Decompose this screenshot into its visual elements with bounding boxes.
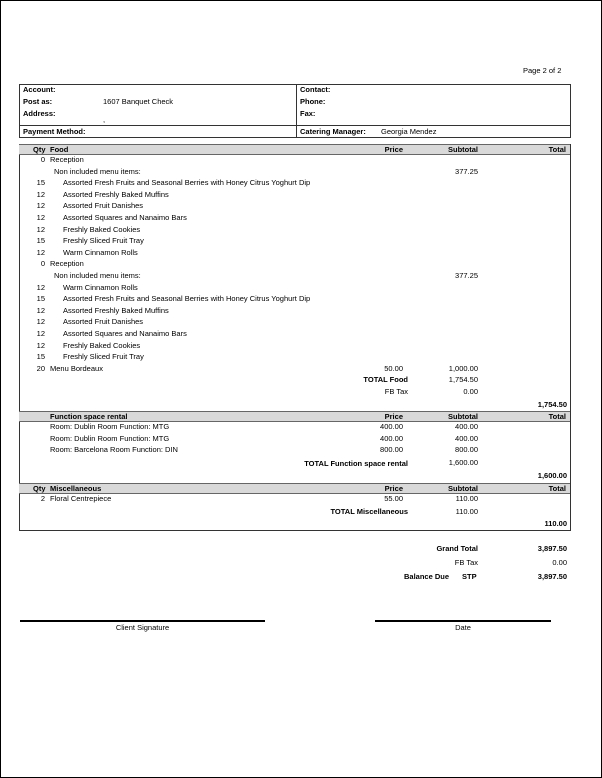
food-row bbox=[19, 177, 570, 189]
food-row bbox=[19, 154, 570, 166]
food-row bbox=[19, 363, 570, 375]
food-row bbox=[19, 282, 570, 294]
info-rule bbox=[19, 125, 571, 126]
food-row bbox=[19, 189, 570, 201]
food-row bbox=[19, 224, 570, 236]
page-number bbox=[523, 65, 561, 76]
misc-price-cell: 55.00 bbox=[384, 494, 403, 503]
page-of: of bbox=[548, 66, 556, 75]
food-name-cell: Assorted Fruit Danishes bbox=[63, 317, 144, 327]
food-qty-cell: 15 bbox=[36, 178, 45, 188]
food-name-cell: Warm Cinnamon Rolls bbox=[63, 282, 138, 292]
function-total-value: 1,600.00 bbox=[448, 458, 478, 467]
date-label: Date bbox=[455, 623, 471, 632]
address-value: , bbox=[103, 115, 106, 124]
food-total-value: 1,754.50 bbox=[448, 375, 478, 384]
account-label: Account: bbox=[23, 85, 56, 94]
phone-label: Phone: bbox=[300, 97, 326, 106]
address-label: Address: bbox=[23, 109, 56, 118]
function-subtotal-cell: 800.00 bbox=[455, 445, 478, 455]
food-qty-cell: 12 bbox=[36, 317, 45, 327]
misc-qty-cell: 2 bbox=[40, 494, 45, 503]
food-name-cell: Freshly Sliced Fruit Tray bbox=[63, 352, 144, 362]
food-name-cell: Assorted Squares and Nanaimo Bars bbox=[63, 213, 187, 222]
function-price-cell: 400.00 bbox=[380, 433, 403, 443]
food-row bbox=[19, 166, 570, 178]
food-name-cell: Assorted Freshly Baked Muffins bbox=[63, 305, 169, 315]
food-qty-cell: 15 bbox=[36, 352, 45, 362]
page-current: 2 bbox=[542, 66, 547, 75]
page-label: Page bbox=[523, 66, 541, 75]
food-qty-cell: 12 bbox=[36, 189, 45, 199]
misc-name-cell: Floral Centrepiece bbox=[50, 494, 112, 503]
food-row bbox=[19, 258, 570, 270]
balance-due-value: 3,897.50 bbox=[537, 572, 567, 581]
food-name-cell: Assorted Squares and Nanaimo Bars bbox=[63, 329, 187, 338]
food-name-cell: Menu Bordeaux bbox=[50, 363, 103, 373]
misc-name-header: Miscellaneous bbox=[50, 484, 102, 493]
client-signature-label: Client Signature bbox=[115, 623, 170, 632]
function-total-header: Total bbox=[548, 412, 566, 421]
food-qty-cell: 0 bbox=[40, 155, 45, 164]
food-section-total: 1,754.50 bbox=[537, 400, 567, 409]
food-price-cell: 50.00 bbox=[384, 363, 403, 373]
food-tax-label: FB Tax bbox=[384, 387, 408, 396]
function-subtotal-header: Subtotal bbox=[448, 412, 478, 421]
food-subtotal-cell: 377.25 bbox=[455, 271, 478, 280]
food-qty-cell: 12 bbox=[36, 282, 45, 292]
grand-total-label: Grand Total bbox=[436, 544, 478, 553]
food-qty-cell: 20 bbox=[36, 363, 45, 373]
food-name-cell: Assorted Fresh Fruits and Seasonal Berries with Honey Citrus Yoghurt Dip bbox=[63, 178, 311, 188]
food-qty-cell: 12 bbox=[36, 224, 45, 234]
misc-qty-header: Qty bbox=[33, 484, 46, 493]
food-row bbox=[19, 212, 570, 224]
food-name-cell: Assorted Fresh Fruits and Seasonal Berries with Honey Citrus Yoghurt Dip bbox=[63, 294, 311, 304]
function-subtotal-cell: 400.00 bbox=[455, 422, 478, 431]
food-subtotal-cell: 377.25 bbox=[455, 166, 478, 176]
food-row bbox=[19, 316, 570, 328]
food-qty-cell: 12 bbox=[36, 340, 45, 350]
food-name-cell: Freshly Baked Cookies bbox=[63, 224, 141, 234]
food-qty-cell: 12 bbox=[36, 201, 45, 211]
food-name-cell: Assorted Fruit Danishes bbox=[63, 201, 144, 211]
misc-total-value: 110.00 bbox=[455, 507, 478, 516]
food-row bbox=[19, 293, 570, 305]
food-qty-cell: 12 bbox=[36, 213, 45, 222]
function-row bbox=[19, 444, 570, 456]
misc-subtotal-cell: 110.00 bbox=[455, 494, 478, 503]
contact-label: Contact: bbox=[300, 85, 331, 94]
food-row bbox=[19, 351, 570, 363]
food-name-cell: Reception bbox=[50, 155, 84, 164]
food-qty-cell: 12 bbox=[36, 247, 45, 257]
food-qty-cell: 15 bbox=[36, 294, 45, 304]
info-divider bbox=[296, 84, 297, 138]
food-total-header: Total bbox=[548, 145, 566, 154]
food-row bbox=[19, 247, 570, 259]
summary-tax-value: 0.00 bbox=[552, 558, 567, 567]
food-row bbox=[19, 340, 570, 352]
summary-tax-label: FB Tax bbox=[454, 558, 478, 567]
food-tax-value: 0.00 bbox=[463, 387, 478, 396]
food-row bbox=[19, 270, 570, 282]
grand-total-value: 3,897.50 bbox=[537, 544, 567, 553]
info-box bbox=[19, 84, 571, 138]
misc-row bbox=[19, 493, 570, 505]
function-row bbox=[19, 433, 570, 445]
food-qty-cell: 0 bbox=[40, 259, 45, 269]
food-row bbox=[19, 235, 570, 247]
balance-due-code: STP bbox=[462, 572, 477, 581]
food-qty-cell: 12 bbox=[36, 329, 45, 338]
misc-total-header: Total bbox=[548, 484, 566, 493]
food-qty-cell: 15 bbox=[36, 236, 45, 246]
misc-subtotal-header: Subtotal bbox=[448, 484, 478, 493]
food-name-cell: Non included menu items: bbox=[54, 271, 141, 280]
catering-manager-label: Catering Manager: bbox=[300, 127, 366, 136]
food-qty-cell: 12 bbox=[36, 305, 45, 315]
balance-due-label: Balance Due bbox=[404, 572, 450, 581]
function-section-total: 1,600.00 bbox=[537, 471, 567, 480]
food-price-header: Price bbox=[384, 145, 403, 154]
food-name-cell: Freshly Baked Cookies bbox=[63, 340, 141, 350]
food-name-cell: Assorted Freshly Baked Muffins bbox=[63, 189, 169, 199]
food-row bbox=[19, 200, 570, 212]
catering-manager-value: Georgia Mendez bbox=[381, 127, 437, 136]
function-subtotal-cell: 400.00 bbox=[455, 433, 478, 443]
page-total: 2 bbox=[557, 66, 562, 75]
food-qty-header: Qty bbox=[33, 145, 46, 154]
function-name-cell: Room: Dublin Room Function: MTG bbox=[50, 422, 170, 431]
function-name-header: Function space rental bbox=[50, 412, 128, 421]
post-as-label: Post as: bbox=[23, 97, 53, 106]
food-row bbox=[19, 305, 570, 317]
function-price-cell: 800.00 bbox=[380, 445, 403, 455]
function-row bbox=[19, 421, 570, 433]
food-name-cell: Reception bbox=[50, 259, 84, 269]
function-name-cell: Room: Barcelona Room Function: DIN bbox=[50, 445, 178, 455]
misc-total-label: TOTAL Miscellaneous bbox=[330, 507, 408, 516]
payment-method-label: Payment Method: bbox=[23, 127, 86, 136]
post-as-value: 1607 Banquet Check bbox=[103, 97, 174, 106]
function-total-label: TOTAL Function space rental bbox=[304, 459, 408, 468]
food-subtotal-cell: 1,000.00 bbox=[448, 363, 478, 373]
misc-section-total: 110.00 bbox=[544, 519, 567, 528]
food-row bbox=[19, 328, 570, 340]
food-subtotal-header: Subtotal bbox=[448, 145, 478, 154]
food-total-label: TOTAL Food bbox=[363, 375, 408, 384]
fax-label: Fax: bbox=[300, 109, 316, 118]
function-price-cell: 400.00 bbox=[380, 422, 403, 431]
function-price-header: Price bbox=[384, 412, 403, 421]
food-name-cell: Non included menu items: bbox=[54, 166, 141, 176]
misc-price-header: Price bbox=[384, 484, 403, 493]
function-name-cell: Room: Dublin Room Function: MTG bbox=[50, 433, 170, 443]
food-name-cell: Freshly Sliced Fruit Tray bbox=[63, 236, 144, 246]
food-name-cell: Warm Cinnamon Rolls bbox=[63, 247, 138, 257]
food-name-header: Food bbox=[50, 145, 69, 154]
